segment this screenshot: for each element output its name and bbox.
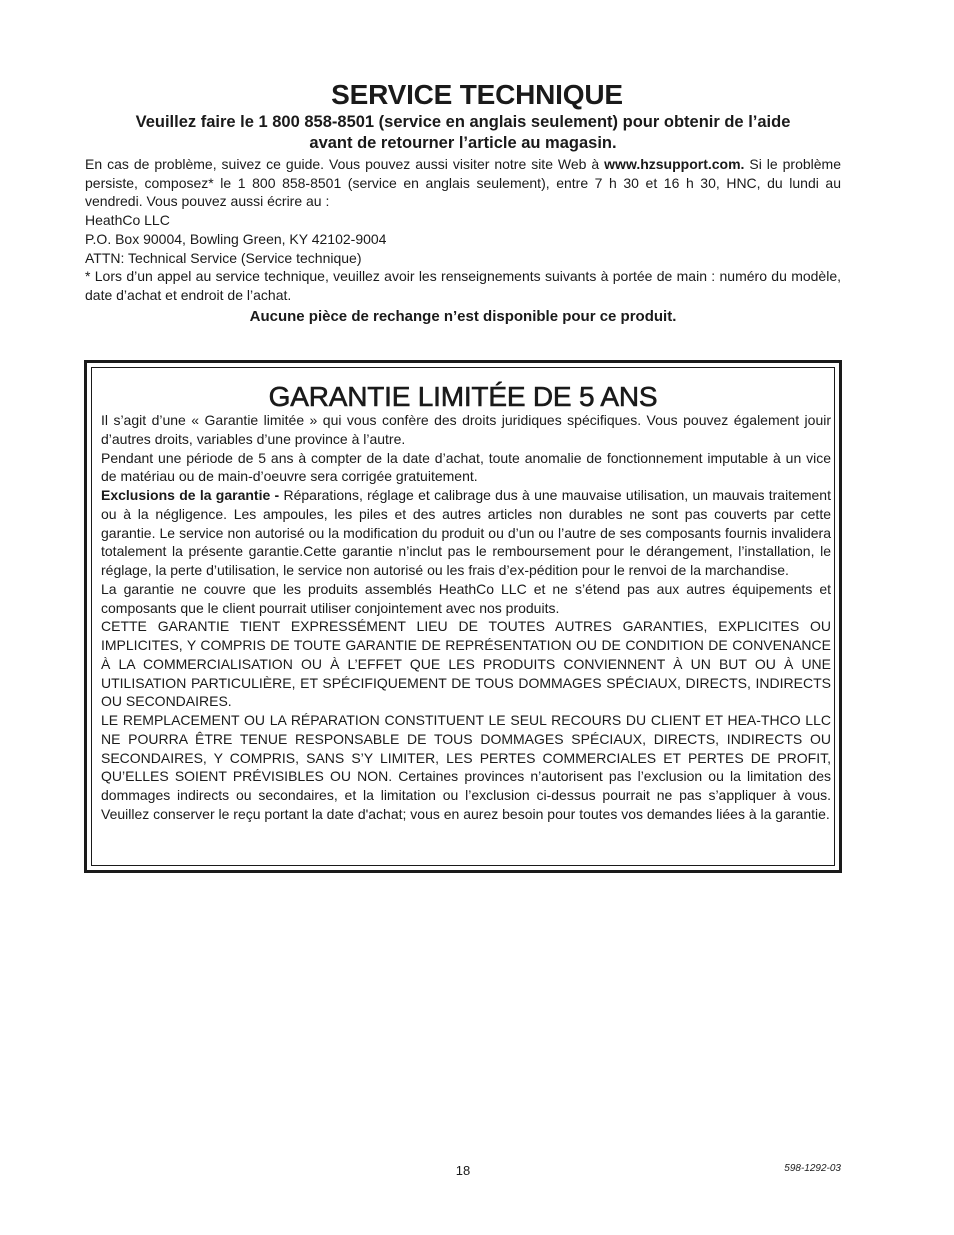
exclusions-text: Réparations, réglage et calibrage dus à une mauvaise utilisation, un mauvais traitement ou à la négligence. Les ampoules, les piles et des autres articles non durables ne sont pas couverts par cette garantie. Le service non autorisé ou la modification du produit ou d’un ou l’autre de ses composants fournis invalidera totalement la présente garantie.Cette garantie n’inclut pas le remboursement pour le dérangement, l’installation, le réglage, la perte d’utilisation, le service non autorisé ou les frais d’ex-pédition pour le renvoi de la marchandise. [101, 487, 831, 578]
warranty-paragraph-exclusions [101, 486, 831, 580]
page-number: 18 [455, 1163, 471, 1178]
warranty-paragraph-remedy: LE REMPLACEMENT OU LA RÉPARATION CONSTITUENT LE SEUL RECOURS DU CLIENT ET HEA-THCO LLC NE POURRA ÊTRE TENUE RESPONSABLE DE TOUS DOMMAGES SPÉCIAUX, DIRECTS, INDIRECTS OU SECONDAIRES, Y COMPRIS, SANS S’Y LIMITER, LES PERTES COMMERCIALES ET PERTES DE PROFIT, QU’ELLES SOIENT PRÉVISIBLES OU NON. Certaines provinces n’autorisent pas l’exclusion ou la limitation des dommages indirects ou secondaires, et la limitation ou l’exclusion ci-dessus pourrait ne pas s’appliquer à vous. Veuillez conserver le reçu portant la date d'achat; vous en aurez besoin pour toutes vos demandes liées à la garantie. [101, 712, 831, 822]
call-line-1: Veuillez faire le 1 800 858-8501 (service en anglais seulement) pour obtenir de l’aide [135, 113, 791, 131]
warranty-box [84, 360, 842, 873]
service-call-instruction [85, 112, 841, 154]
intro-before-url: En cas de problème, suivez ce guide. Vous pouvez aussi visiter notre site Web à [85, 156, 605, 172]
warranty-title: GARANTIE LIMITÉE DE 5 ANS [268, 381, 658, 412]
no-replacement-parts-notice: Aucune pièce de rechange n’est disponible pour ce produit. [249, 308, 677, 325]
document-code: 598-1292-03 [784, 1163, 841, 1174]
intro-after-url: Si le problème persiste, composez* le 1 800 858-8501 (service en anglais seulement), entre 7 h 30 et 16 h 30, HNC, du lundi au vendredi. Vous pouvez aussi écrire au : [85, 156, 842, 210]
service-note: * Lors d’un appel au service technique, veuillez avoir les renseignements suivants à portée de main : numéro du modèle, date d’achat et endroit de l’achat. [85, 268, 841, 303]
service-title: SERVICE TECHNIQUE [331, 79, 623, 110]
service-body [85, 155, 841, 305]
support-url: www.hzsupport.com. [604, 156, 745, 172]
warranty-paragraph-rights: Il s’agit d’une « Garantie limitée » qui vous confère des droits juridiques spécifiques. Vous pouvez également jouir d’autres droits, variables d’une province à l’autre. [101, 412, 831, 447]
exclusions-label: Exclusions de la garantie - [101, 487, 284, 503]
warranty-box-inner [91, 367, 835, 866]
warranty-paragraph-period: Pendant une période de 5 ans à compter de la date d’achat, toute anomalie de fonctionnement imputable à un vice de matériau ou de main-d’oeuvre sera corrigée gratuitement. [101, 449, 831, 485]
warranty-paragraph-disclaimer: CETTE GARANTIE TIENT EXPRESSÉMENT LIEU DE TOUTES AUTRES GARANTIES, EXPLICITES OU IMPLICITES, Y COMPRIS DE TOUTE GARANTIE DE REPRÉSENTATION OU DE CONDITION DE CONVENANCE À LA COMMERCIALISATION OU À L’EFFET QUE LES PRODUITS CONVIENNENT À UN BUT OU À UNE UTILISATION PARTICULIÈRE, ET SPÉCIFIQUEMENT DE TOUS DOMMAGES SPÉCIAUX, DIRECTS, INDIRECTS OU SECONDAIRES. [101, 618, 831, 710]
address-line-pobox: P.O. Box 90004, Bowling Green, KY 42102-9004 [85, 230, 387, 247]
call-line-2: avant de retourner l’article au magasin. [309, 134, 617, 152]
service-intro [85, 155, 841, 211]
address-line-attn: ATTN: Technical Service (Service technique) [85, 249, 362, 266]
address-line-company: HeathCo LLC [85, 212, 170, 229]
warranty-body [101, 411, 831, 824]
warranty-paragraph-coverage: La garantie ne couvre que les produits assemblés HeathCo LLC et ne s’étend pas aux autres équipements et composants que le client pourrait utiliser conjointement avec nos produits. [101, 580, 831, 616]
